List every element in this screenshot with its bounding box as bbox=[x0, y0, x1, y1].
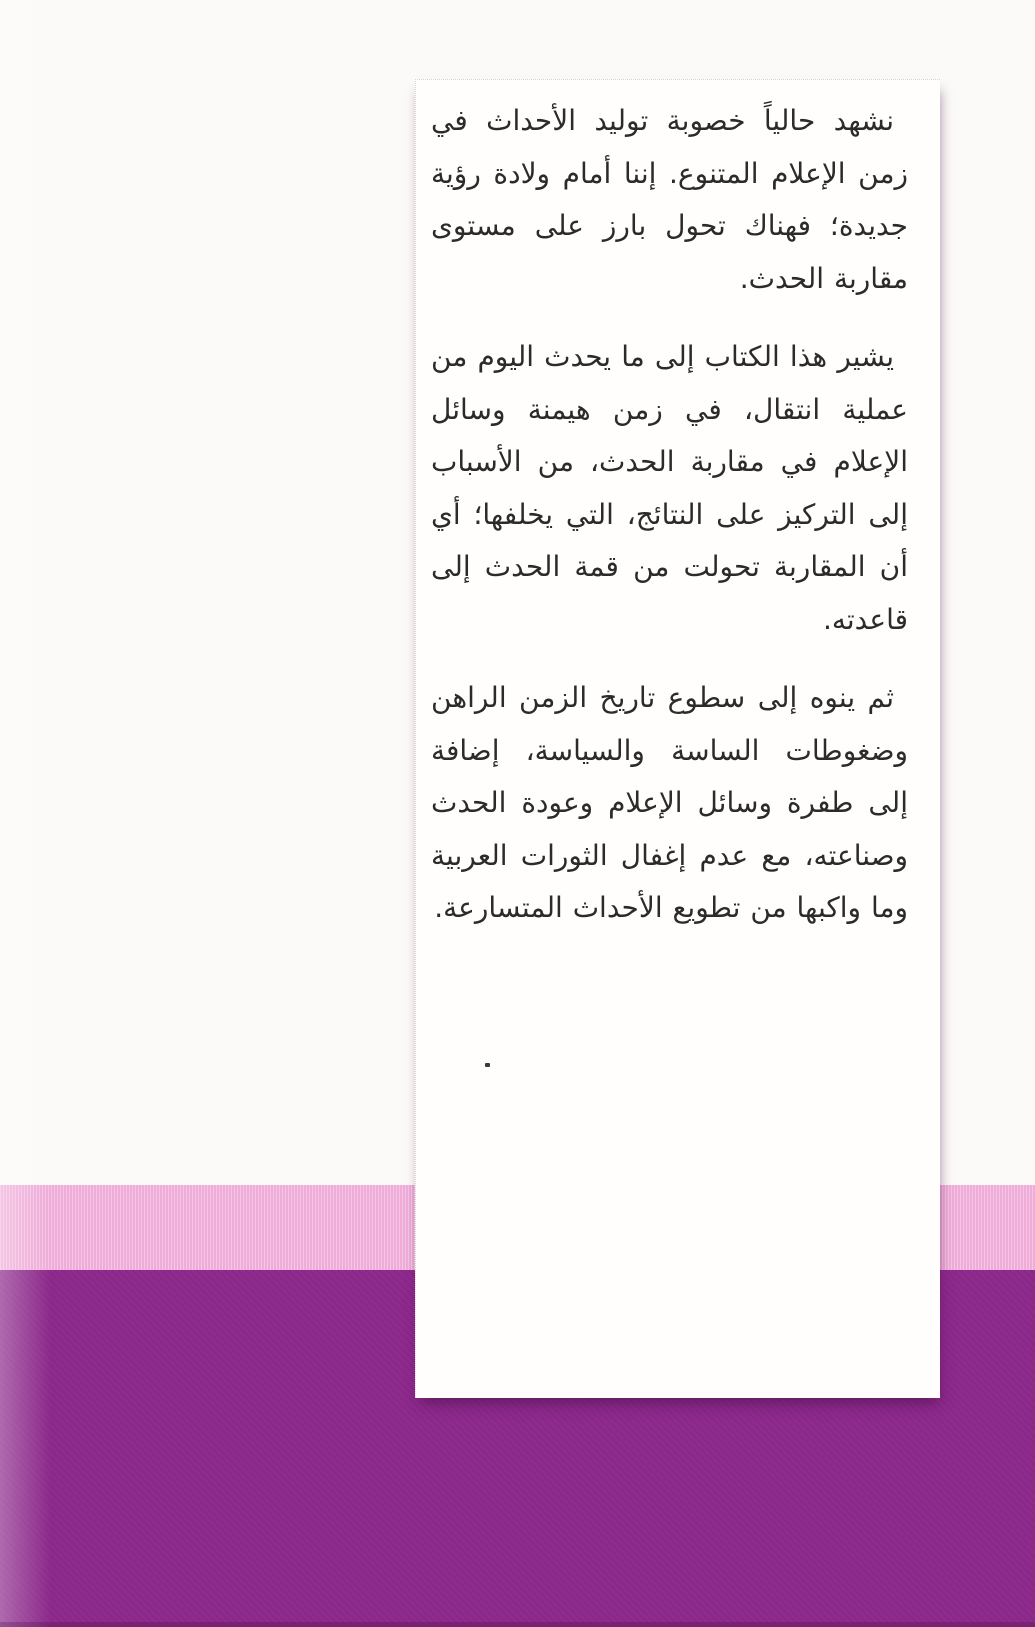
ink-speck bbox=[485, 1063, 490, 1067]
synopsis-paragraph-2: يشير هذا الكتاب إلى ما يحدث اليوم من عملية انتقال، في زمن هيمنة وسائل الإعلام في مقاربة الحدث، من الأسباب إلى التركيز على النتائج، التي يخلفها؛ أي أن المقاربة تحولت من قمة الحدث إلى قاعدته. bbox=[431, 340, 908, 636]
synopsis-paragraph-3: ثم ينوه إلى سطوع تاريخ الزمن الراهن وضغوطات الساسة والسياسة، إضافة إلى طفرة وسائل الإعلام وعودة الحدث وصناعته، مع عدم إغفال الثورات العربية وما واكبها من تطويع الأحداث المتسارعة. bbox=[431, 681, 908, 924]
synopsis-panel bbox=[415, 79, 940, 1398]
synopsis-paragraph-1: نشهد حالياً خصوبة توليد الأحداث في زمن الإعلام المتنوع. إننا أمام ولادة رؤية جديدة؛ فهناك تحول بارز على مستوى مقاربة الحدث. bbox=[431, 104, 908, 295]
